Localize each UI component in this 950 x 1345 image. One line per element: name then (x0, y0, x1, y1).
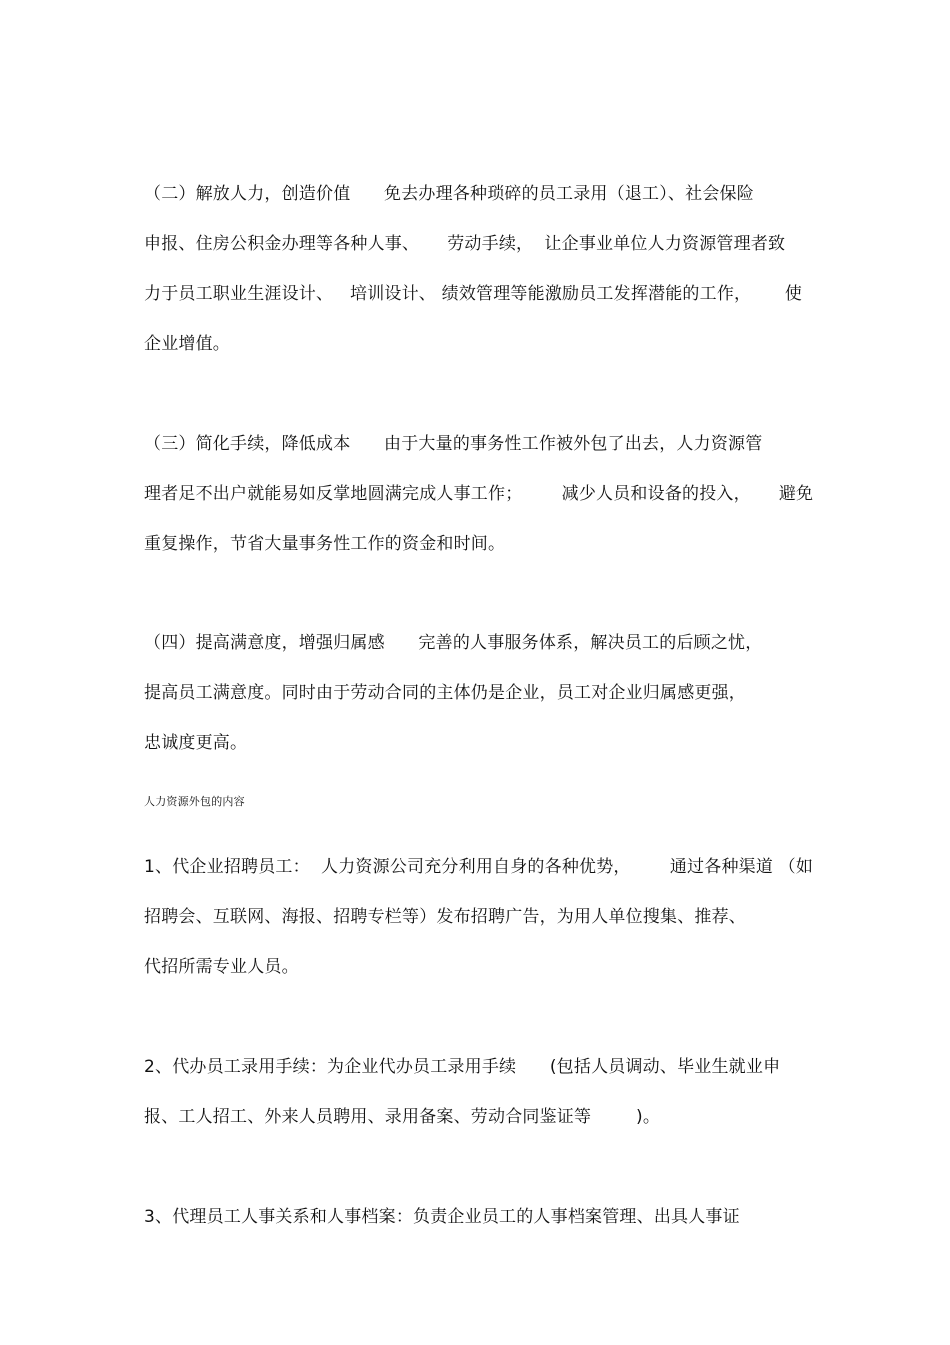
text-line: 提高员工满意度。同时由于劳动合同的主体仍是企业，员工对企业归属感更强， (144, 683, 746, 703)
text-line: （四）提高满意度，增强归属感 完善的人事服务体系，解决员工的后顾之忧， (144, 633, 763, 653)
text-line: 理者足不出户就能易如反掌地圆满完成人事工作； 减少人员和设备的投入， 避免 (144, 484, 814, 504)
text-line: 3、代理员工人事关系和人事档案：负责企业员工的人事档案管理、出具人事证 (144, 1207, 740, 1227)
text-line: （二）解放人力，创造价值 免去办理各种琐碎的员工录用（退工）、社会保险 (144, 184, 754, 204)
text-line: 重复操作，节省大量事务性工作的资金和时间。 (144, 534, 506, 554)
text-line: 忠诚度更高。 (144, 733, 248, 753)
text-line: 2、代办员工录用手续：为企业代办员工录用手续 (包括人员调动、毕业生就业申 (144, 1057, 781, 1077)
text-line: （三）简化手续，降低成本 由于大量的事务性工作被外包了出去，人力资源管 (144, 434, 763, 454)
text-line: 代招所需专业人员。 (144, 957, 299, 977)
text-line: 报、工人招工、外来人员聘用、录用备案、劳动合同鉴证等 )。 (144, 1107, 661, 1127)
text-line: 招聘会、互联网、海报、招聘专栏等）发布招聘广告，为用人单位搜集、推荐、 (144, 907, 746, 927)
text-line: 力于员工职业生涯设计、 培训设计、 绩效管理等能激励员工发挥潜能的工作， 使 (144, 284, 803, 304)
text-line: 申报、住房公积金办理等各种人事、 劳动手续， 让企事业单位人力资源管理者致 (144, 234, 786, 254)
text-line: 1、代企业招聘员工： 人力资源公司充分利用自身的各种优势， 通过各种渠道 （如 (144, 857, 814, 877)
text-line: 企业增值。 (144, 334, 230, 354)
section-heading: 人力资源外包的内容 (144, 795, 245, 808)
